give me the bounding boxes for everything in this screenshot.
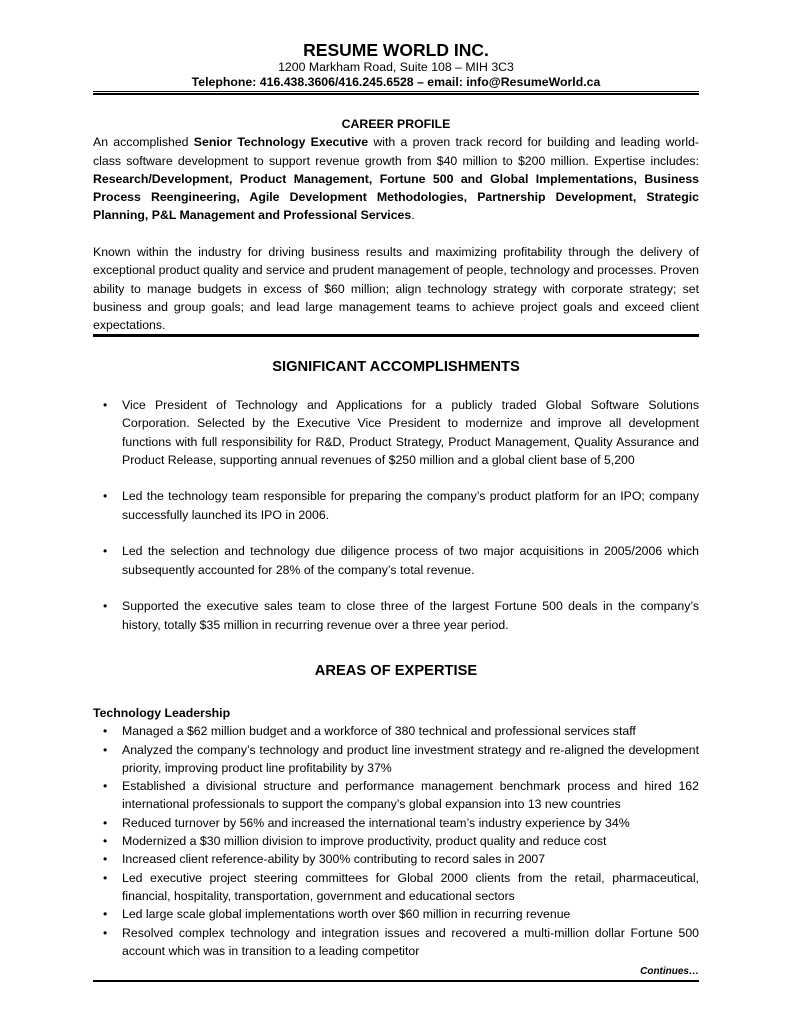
bullet-icon: •	[103, 742, 108, 757]
expertise-list	[93, 722, 699, 960]
list-item-text: Vice President of Technology and Applications for a publicly traded Global Software Solutions Corporation. Selected by the Executive Vice President to modernize and improve all development functions with full responsibility for R&D, Product Strategy, Product Management, Quality Assurance and Product Release, supporting annual revenues of $250 million and a global client base of 5,200	[122, 398, 699, 467]
career-profile-paragraph-2: Known within the industry for driving business results and maximizing profitability through the delivery of exceptional product quality and service and prudent management of people, technology and processes. Proven ability to manage budgets in excess of $60 million; align technology strategy with corporate strategy; set business and group goals; and lead large management teams to achieve project goals and exceed client expectations.	[93, 245, 699, 333]
footer-divider	[93, 980, 699, 982]
list-item-text: Managed a $62 million budget and a workforce of 380 technical and professional services staff	[122, 724, 636, 739]
list-item	[93, 487, 699, 524]
accomplishments-list	[93, 396, 699, 634]
bullet-icon: •	[103, 599, 108, 614]
list-item	[93, 832, 699, 850]
profile-text-a: An accomplished	[93, 135, 194, 150]
list-item-text: Increased client reference-ability by 300% contributing to record sales in 2007	[122, 852, 546, 867]
expertise-subtitle: Technology Leadership	[93, 706, 231, 720]
list-item	[93, 924, 699, 961]
list-item	[93, 777, 699, 814]
profile-text-c: with a proven track record for building and leading world-class software development to support revenue growth from $40 million to $200 million. Expertise includes:	[93, 135, 700, 168]
list-item-text: Analyzed the company’s technology and product line investment strategy and re-aligned the development priority, improving product line profitability by 37%	[122, 742, 699, 775]
list-item-text: Supported the executive sales team to close three of the largest Fortune 500 deals in the company’s history, totally $35 million in recurring revenue over a three year period.	[122, 599, 699, 632]
list-item	[93, 814, 699, 832]
spacer	[93, 225, 699, 243]
list-item	[93, 597, 699, 634]
bullet-icon: •	[103, 398, 108, 412]
header-divider	[93, 91, 699, 95]
accomplishments-section	[93, 358, 699, 652]
list-item-text: Led executive project steering committees for Global 2000 clients from the retail, pharmaceutical, financial, hospitality, transportation, government and educational sectors	[122, 870, 699, 903]
bullet-icon: •	[103, 779, 108, 794]
company-contact: Telephone: 416.438.3606/416.245.6528 – email: info@ResumeWorld.ca	[191, 75, 601, 89]
bullet-icon: •	[103, 907, 108, 922]
list-item	[93, 741, 699, 778]
career-profile-section	[93, 115, 699, 335]
bullet-icon: •	[103, 852, 108, 867]
spacer	[93, 680, 699, 704]
profile-divider	[93, 334, 699, 337]
list-item	[93, 869, 699, 906]
bullet-icon: •	[103, 815, 108, 830]
list-item-text: Reduced turnover by 56% and increased the international team’s industry experience by 34%	[122, 815, 630, 830]
list-item-text: Led the technology team responsible for preparing the company’s product platform for an IPO; company successfully launched its IPO in 2006.	[122, 489, 699, 522]
spacer	[93, 376, 699, 396]
accomplishments-title: SIGNIFICANT ACCOMPLISHMENTS	[272, 359, 520, 375]
expertise-section	[93, 662, 699, 960]
letterhead	[93, 40, 699, 90]
continues-note: Continues…	[640, 966, 699, 977]
list-item-text: Established a divisional structure and performance management benchmark process and hired 162 international professionals to support the company’s global expansion into 13 new countries	[122, 779, 699, 812]
bullet-icon: •	[103, 870, 108, 885]
list-item-text: Led the selection and technology due diligence process of two major acquisitions in 2005/2006 which subsequently accounted for 28% of the company’s total revenue.	[122, 544, 699, 577]
profile-text-d: Research/Development, Product Management, Fortune 500 and Global Implementations, Business Process Reengineering, Agile Development Methodologies, Partnership Development, Strategic Planning, P&L Management and Professional Services	[93, 171, 699, 223]
list-item	[93, 722, 699, 740]
list-item	[93, 905, 699, 923]
expertise-title: AREAS OF EXPERTISE	[314, 663, 478, 679]
list-item	[93, 850, 699, 868]
career-profile-title: CAREER PROFILE	[341, 117, 451, 131]
company-address: 1200 Markham Road, Suite 108 – MIH 3C3	[278, 60, 514, 74]
profile-text-b: Senior Technology Executive	[193, 135, 369, 150]
career-profile-paragraph-1	[93, 133, 699, 224]
bullet-icon: •	[103, 834, 108, 849]
list-item-text: Led large scale global implementations worth over $60 million in recurring revenue	[122, 907, 571, 922]
list-item	[93, 396, 699, 469]
list-item	[93, 542, 699, 579]
bullet-icon: •	[103, 925, 108, 940]
company-name: RESUME WORLD INC.	[303, 40, 489, 60]
bullet-icon: •	[103, 724, 108, 739]
profile-text-e: .	[411, 208, 415, 223]
list-item-text: Resolved complex technology and integration issues and recovered a multi-million dollar Fortune 500 account which was in transition to a leading competitor	[122, 925, 699, 958]
bullet-icon: •	[103, 489, 108, 504]
list-item-text: Modernized a $30 million division to improve productivity, product quality and reduce cost	[122, 834, 607, 849]
bullet-icon: •	[103, 544, 108, 559]
